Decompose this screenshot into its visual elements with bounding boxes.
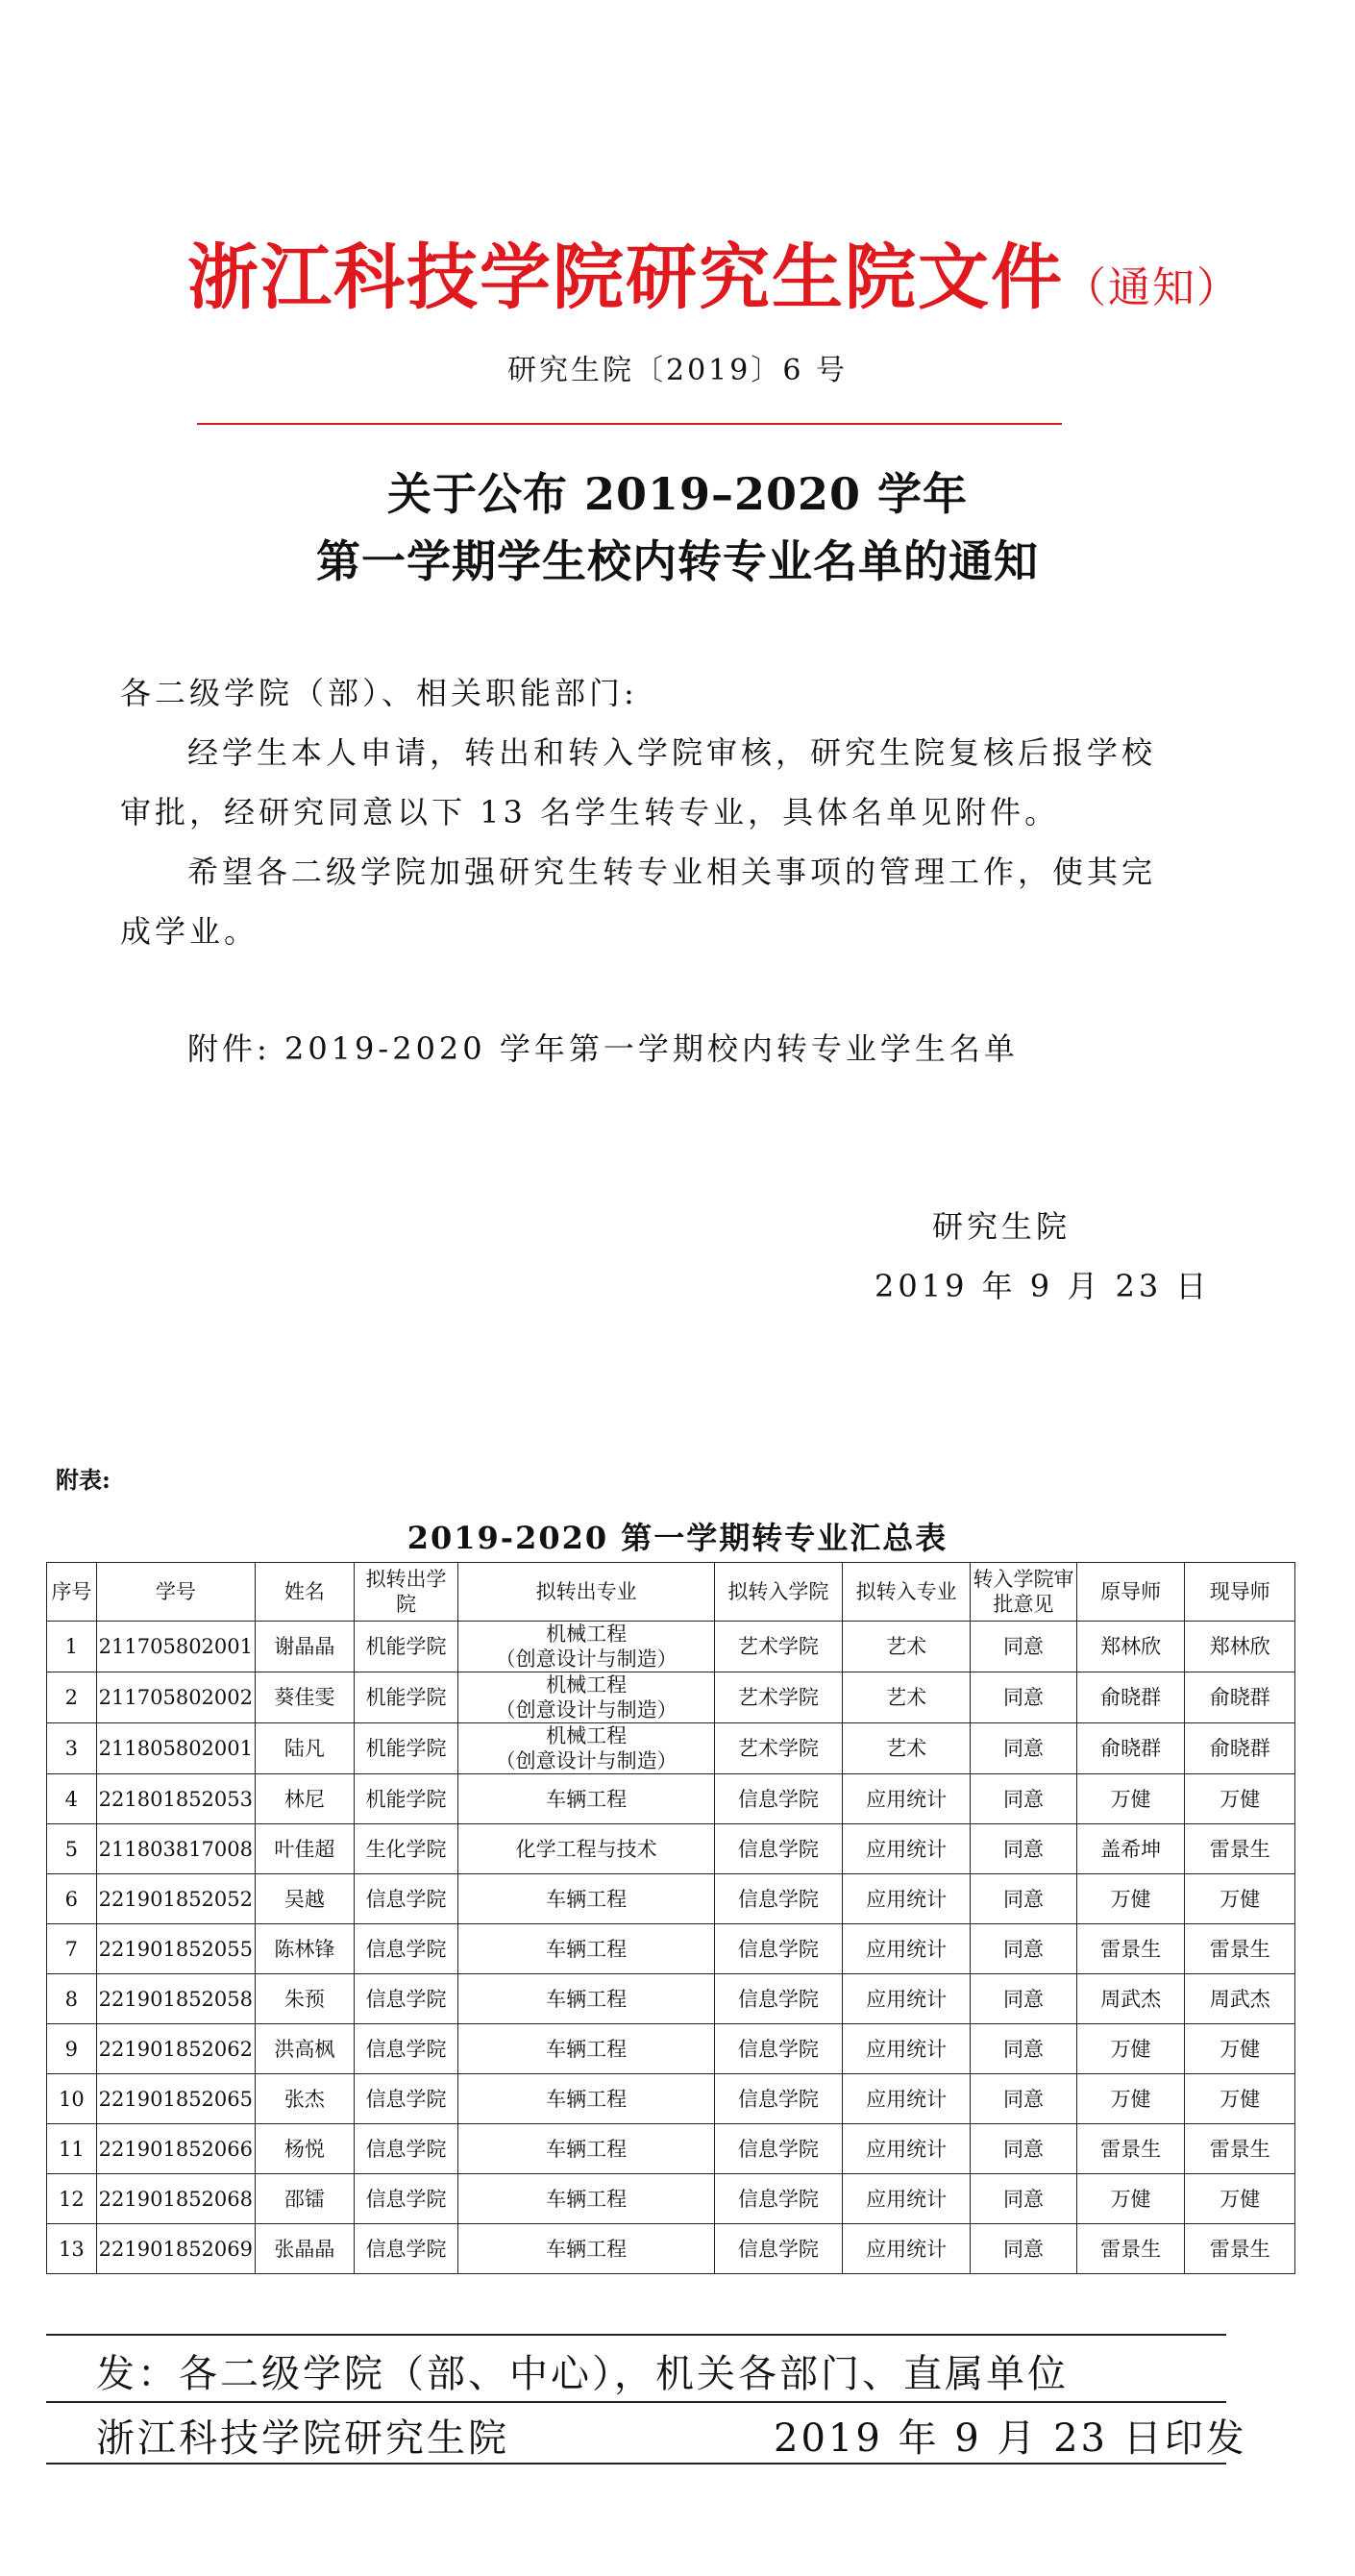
table-cell: 信息学院 [714,1924,842,1974]
table-cell: 机械工程 （创意设计与制造） [458,1622,714,1672]
table-cell: 信息学院 [354,2124,458,2174]
header-cell: 拟转入学院 [714,1563,842,1622]
table-cell: 机械工程 （创意设计与制造） [458,1723,714,1774]
table-cell: 211705802002 [96,1672,255,1723]
table-cell: 陈林锋 [256,1924,355,1974]
table-cell: 应用统计 [843,1974,971,2024]
table-cell: 万健 [1076,2074,1185,2124]
table-cell: 万健 [1076,1774,1185,1824]
table-cell: 万健 [1185,1874,1295,1924]
table-cell: 同意 [971,2074,1077,2124]
table-cell: 同意 [971,1924,1077,1974]
red-divider-line [197,423,1062,425]
table-cell: 俞晓群 [1076,1723,1185,1774]
table-cell: 信息学院 [714,1874,842,1924]
table-cell: 信息学院 [354,2174,458,2224]
table-cell: 221901852058 [96,1974,255,2024]
header-title-suffix: （通知） [1064,263,1241,312]
table-cell: 同意 [971,1774,1077,1824]
table-cell: 雷景生 [1185,2224,1295,2274]
table-cell: 应用统计 [843,1824,971,1874]
table-cell: 艺术 [843,1622,971,1672]
table-cell: 211803817008 [96,1824,255,1874]
table-cell: 吴越 [256,1874,355,1924]
table-row [47,2124,1295,2174]
table-row [47,1672,1295,1723]
header-cell: 转入学院审批意见 [971,1563,1077,1622]
table-cell: 雷景生 [1185,1924,1295,1974]
table-cell: 艺术 [843,1672,971,1723]
table-cell: 艺术学院 [714,1622,842,1672]
table-cell: 221901852065 [96,2074,255,2124]
table-cell: 机能学院 [354,1774,458,1824]
header-title-text: 浙江科技学院研究生院文件 [187,236,1064,319]
body-paragraph-2: 希望各二级学院加强研究生转专业相关事项的管理工作，使其完成学业。 [120,854,1157,950]
table-cell: 11 [47,2124,97,2174]
table-row [47,2174,1295,2224]
table-cell: 信息学院 [354,1974,458,2024]
table-cell: 同意 [971,2224,1077,2274]
table-cell: 万健 [1185,2174,1295,2224]
table-cell: 12 [47,2174,97,2224]
table-cell: 221901852062 [96,2024,255,2074]
table-cell: 艺术 [843,1723,971,1774]
table-cell: 信息学院 [354,1874,458,1924]
table-cell: 雷景生 [1076,2224,1185,2274]
table-cell: 艺术学院 [714,1672,842,1723]
table-cell: 应用统计 [843,2124,971,2174]
table-cell: 俞晓群 [1185,1723,1295,1774]
footer-issuer: 浙江科技学院研究生院 [96,2416,509,2461]
table-cell: 221901852052 [96,1874,255,1924]
table-cell: 叶佳超 [256,1824,355,1874]
footer-rule-middle [46,2401,1226,2403]
table-row [47,1824,1295,1874]
table-cell: 信息学院 [714,2024,842,2074]
table-cell: 同意 [971,2124,1077,2174]
table-cell: 朱预 [256,1974,355,2024]
table-cell: 221901852066 [96,2124,255,2174]
table-cell: 张晶晶 [256,2224,355,2274]
table-body [47,1622,1295,2274]
table-cell: 车辆工程 [458,2174,714,2224]
table-cell: 同意 [971,1723,1077,1774]
table-cell: 车辆工程 [458,2024,714,2074]
table-cell: 陆凡 [256,1723,355,1774]
header-cell: 序号 [47,1563,97,1622]
table-cell: 机能学院 [354,1622,458,1672]
table-cell: 信息学院 [354,1924,458,1974]
table-cell: 221901852069 [96,2224,255,2274]
table-cell: 5 [47,1824,97,1874]
table-cell: 邵镭 [256,2174,355,2224]
table-cell: 洪高枫 [256,2024,355,2074]
table-cell: 雷景生 [1076,1924,1185,1974]
table-cell: 同意 [971,2024,1077,2074]
table-cell: 杨悦 [256,2124,355,2174]
table-cell: 10 [47,2074,97,2124]
table-cell: 同意 [971,1974,1077,2024]
footer-distribution: 发：各二级学院（部、中心），机关各部门、直属单位 [96,2352,1069,2396]
table-cell: 机械工程 （创意设计与制造） [458,1672,714,1723]
table-cell: 信息学院 [714,2124,842,2174]
table-cell: 同意 [971,1874,1077,1924]
table-cell: 张杰 [256,2074,355,2124]
table-row [47,2024,1295,2074]
header-cell: 现导师 [1185,1563,1295,1622]
table-cell: 3 [47,1723,97,1774]
table-cell: 13 [47,2224,97,2274]
table-cell: 应用统计 [843,2174,971,2224]
table-header-row [47,1563,1295,1622]
table-cell: 221801852053 [96,1774,255,1824]
table-cell: 万健 [1185,2024,1295,2074]
appendix-table-title: 2019-2020 第一学期转专业汇总表 [406,1520,948,1556]
table-cell: 211705802001 [96,1622,255,1672]
table-row [47,2074,1295,2124]
table-cell: 周武杰 [1076,1974,1185,2024]
table-cell: 机能学院 [354,1723,458,1774]
table-cell: 211805802001 [96,1723,255,1774]
table-row [47,1622,1295,1672]
table-cell: 应用统计 [843,1774,971,1824]
header-cell: 原导师 [1076,1563,1185,1622]
table-cell: 万健 [1076,2024,1185,2074]
table-row [47,2224,1295,2274]
table-cell: 车辆工程 [458,1974,714,2024]
table-cell: 应用统计 [843,2024,971,2074]
table-cell: 万健 [1076,1874,1185,1924]
table-cell: 信息学院 [714,1824,842,1874]
table-row [47,1723,1295,1774]
appendix-label: 附表: [56,1466,111,1494]
signature-organization: 研究生院 [932,1208,1072,1245]
table-cell: 车辆工程 [458,1924,714,1974]
table-cell: 221901852068 [96,2174,255,2224]
table-cell: 221901852055 [96,1924,255,1974]
table-cell: 2 [47,1672,97,1723]
table-cell: 应用统计 [843,2224,971,2274]
table-cell: 万健 [1185,1774,1295,1824]
table-cell: 化学工程与技术 [458,1824,714,1874]
footer-rule-top [46,2334,1226,2336]
footer-issue-date: 2019 年 9 月 23 日印发 [774,2416,1247,2461]
table-cell: 信息学院 [714,2074,842,2124]
salutation: 各二级学院（部）、相关职能部门: [120,675,638,711]
table-cell: 车辆工程 [458,1874,714,1924]
table-cell: 万健 [1076,2174,1185,2224]
table-cell: 郑林欣 [1185,1622,1295,1672]
table-cell: 车辆工程 [458,2224,714,2274]
signature-date: 2019 年 9 月 23 日 [875,1268,1211,1304]
document-header-title [187,221,1241,323]
table-cell: 林尼 [256,1774,355,1824]
table-cell: 艺术学院 [714,1723,842,1774]
table-cell: 俞晓群 [1185,1672,1295,1723]
table-cell: 应用统计 [843,1924,971,1974]
table-cell: 9 [47,2024,97,2074]
table-row [47,1874,1295,1924]
header-cell: 姓名 [256,1563,355,1622]
attachment-line: 附件: 2019-2020 学年第一学期校内转专业学生名单 [187,1030,1019,1067]
table-cell: 机能学院 [354,1672,458,1723]
table-cell: 俞晓群 [1076,1672,1185,1723]
transfer-summary-table [46,1562,1295,2274]
table-cell: 8 [47,1974,97,2024]
body-paragraph-1: 经学生本人申请，转出和转入学院审核，研究生院复核后报学校审批，经研究同意以下 13 名学生转专业，具体名单见附件。 [120,734,1157,830]
table-cell: 信息学院 [354,2224,458,2274]
table-cell: 谢晶晶 [256,1622,355,1672]
table-cell: 雷景生 [1185,2124,1295,2174]
table-cell: 信息学院 [714,1774,842,1824]
table-cell: 葵佳雯 [256,1672,355,1723]
table-cell: 信息学院 [714,1974,842,2024]
header-cell: 拟转出专业 [458,1563,714,1622]
table-cell: 7 [47,1924,97,1974]
table-cell: 4 [47,1774,97,1824]
header-cell: 拟转出学院 [354,1563,458,1622]
table-cell: 车辆工程 [458,2124,714,2174]
table-cell: 信息学院 [354,2074,458,2124]
table-cell: 万健 [1185,2074,1295,2124]
table-cell: 车辆工程 [458,1774,714,1824]
table-cell: 周武杰 [1185,1974,1295,2024]
table-cell: 应用统计 [843,2074,971,2124]
table-cell: 车辆工程 [458,2074,714,2124]
table-cell: 信息学院 [354,2024,458,2074]
table-cell: 盖希坤 [1076,1824,1185,1874]
table-cell: 6 [47,1874,97,1924]
table-cell: 应用统计 [843,1874,971,1924]
table-cell: 生化学院 [354,1824,458,1874]
notice-title-line-2: 第一学期学生校内转专业名单的通知 [316,535,1039,587]
table-row [47,1774,1295,1824]
table-cell: 同意 [971,2174,1077,2224]
table-row [47,1974,1295,2024]
table-row [47,1924,1295,1974]
table-cell: 信息学院 [714,2224,842,2274]
table-cell: 同意 [971,1672,1077,1723]
table-cell: 信息学院 [714,2174,842,2224]
table-cell: 雷景生 [1076,2124,1185,2174]
table-cell: 郑林欣 [1076,1622,1185,1672]
table-cell: 1 [47,1622,97,1672]
footer-rule-bottom [46,2463,1226,2465]
header-cell: 拟转入专业 [843,1563,971,1622]
table-cell: 雷景生 [1185,1824,1295,1874]
table-cell: 同意 [971,1824,1077,1874]
notice-title-line-1: 关于公布 2019–2020 学年 [386,468,969,520]
document-number: 研究生院〔2019〕6 号 [507,354,848,387]
table-cell: 同意 [971,1622,1077,1672]
header-cell: 学号 [96,1563,255,1622]
